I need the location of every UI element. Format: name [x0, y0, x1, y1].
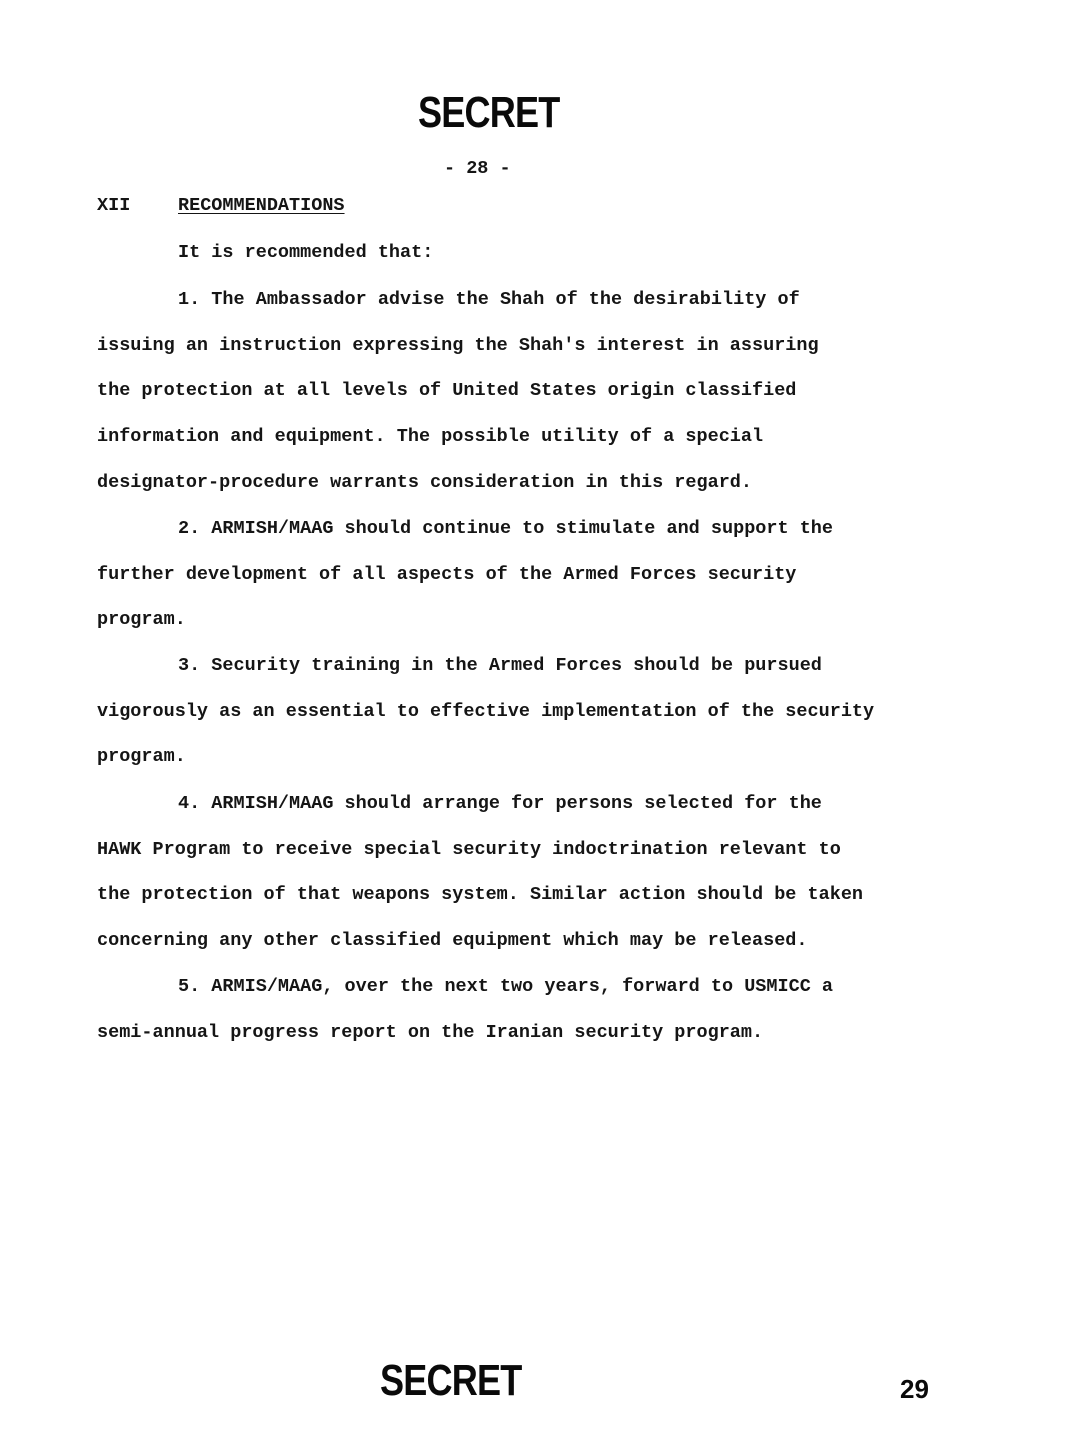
recommendation-paragraph-5	[97, 964, 927, 1055]
recommendation-paragraph-4	[97, 781, 927, 964]
paragraph-line: program.	[97, 609, 186, 631]
recommendation-paragraph-3	[97, 643, 927, 780]
paragraph-line: 2. ARMISH/MAAG should continue to stimulate and support the	[178, 518, 834, 539]
page-number: - 28 -	[444, 158, 511, 179]
recommendation-paragraph-2	[97, 506, 927, 643]
paragraph-line: 3. Security training in the Armed Forces should be pursued	[178, 655, 822, 676]
paragraph-line: 1. The Ambassador advise the Shah of the desirability of	[178, 289, 800, 310]
section-heading: RECOMMENDATIONS	[178, 195, 345, 216]
paragraph-line: issuing an instruction expressing the Shah's interest in assuring	[97, 334, 819, 356]
paragraph-line: program.	[97, 746, 186, 768]
paragraph-line: further development of all aspects of the Armed Forces security	[97, 563, 797, 585]
sheet-number: 29	[900, 1374, 929, 1404]
paragraph-line: information and equipment. The possible utility of a special	[97, 426, 764, 448]
paragraph-line: 5. ARMIS/MAAG, over the next two years, forward to USMICC a	[178, 976, 834, 997]
paragraph-line: designator-procedure warrants consideration in this regard.	[97, 471, 753, 493]
recommendation-paragraph-1	[97, 277, 927, 506]
paragraph-line: concerning any other classified equipment which may be released.	[97, 930, 808, 952]
paragraph-line: semi-annual progress report on the Iranian security program.	[97, 1021, 764, 1043]
paragraph-line: the protection of that weapons system. Similar action should be taken	[97, 884, 864, 906]
intro-text: It is recommended that:	[178, 242, 434, 263]
section-number: XII	[97, 195, 131, 216]
classification-header: SECRET	[418, 88, 560, 137]
paragraph-line: the protection at all levels of United States origin classified	[97, 380, 797, 402]
paragraph-line: HAWK Program to receive special security indoctrination relevant to	[97, 838, 841, 860]
paragraph-line: 4. ARMISH/MAAG should arrange for persons selected for the	[178, 793, 822, 814]
classification-footer: SECRET	[380, 1356, 522, 1405]
paragraph-line: vigorously as an essential to effective implementation of the security	[97, 700, 875, 722]
